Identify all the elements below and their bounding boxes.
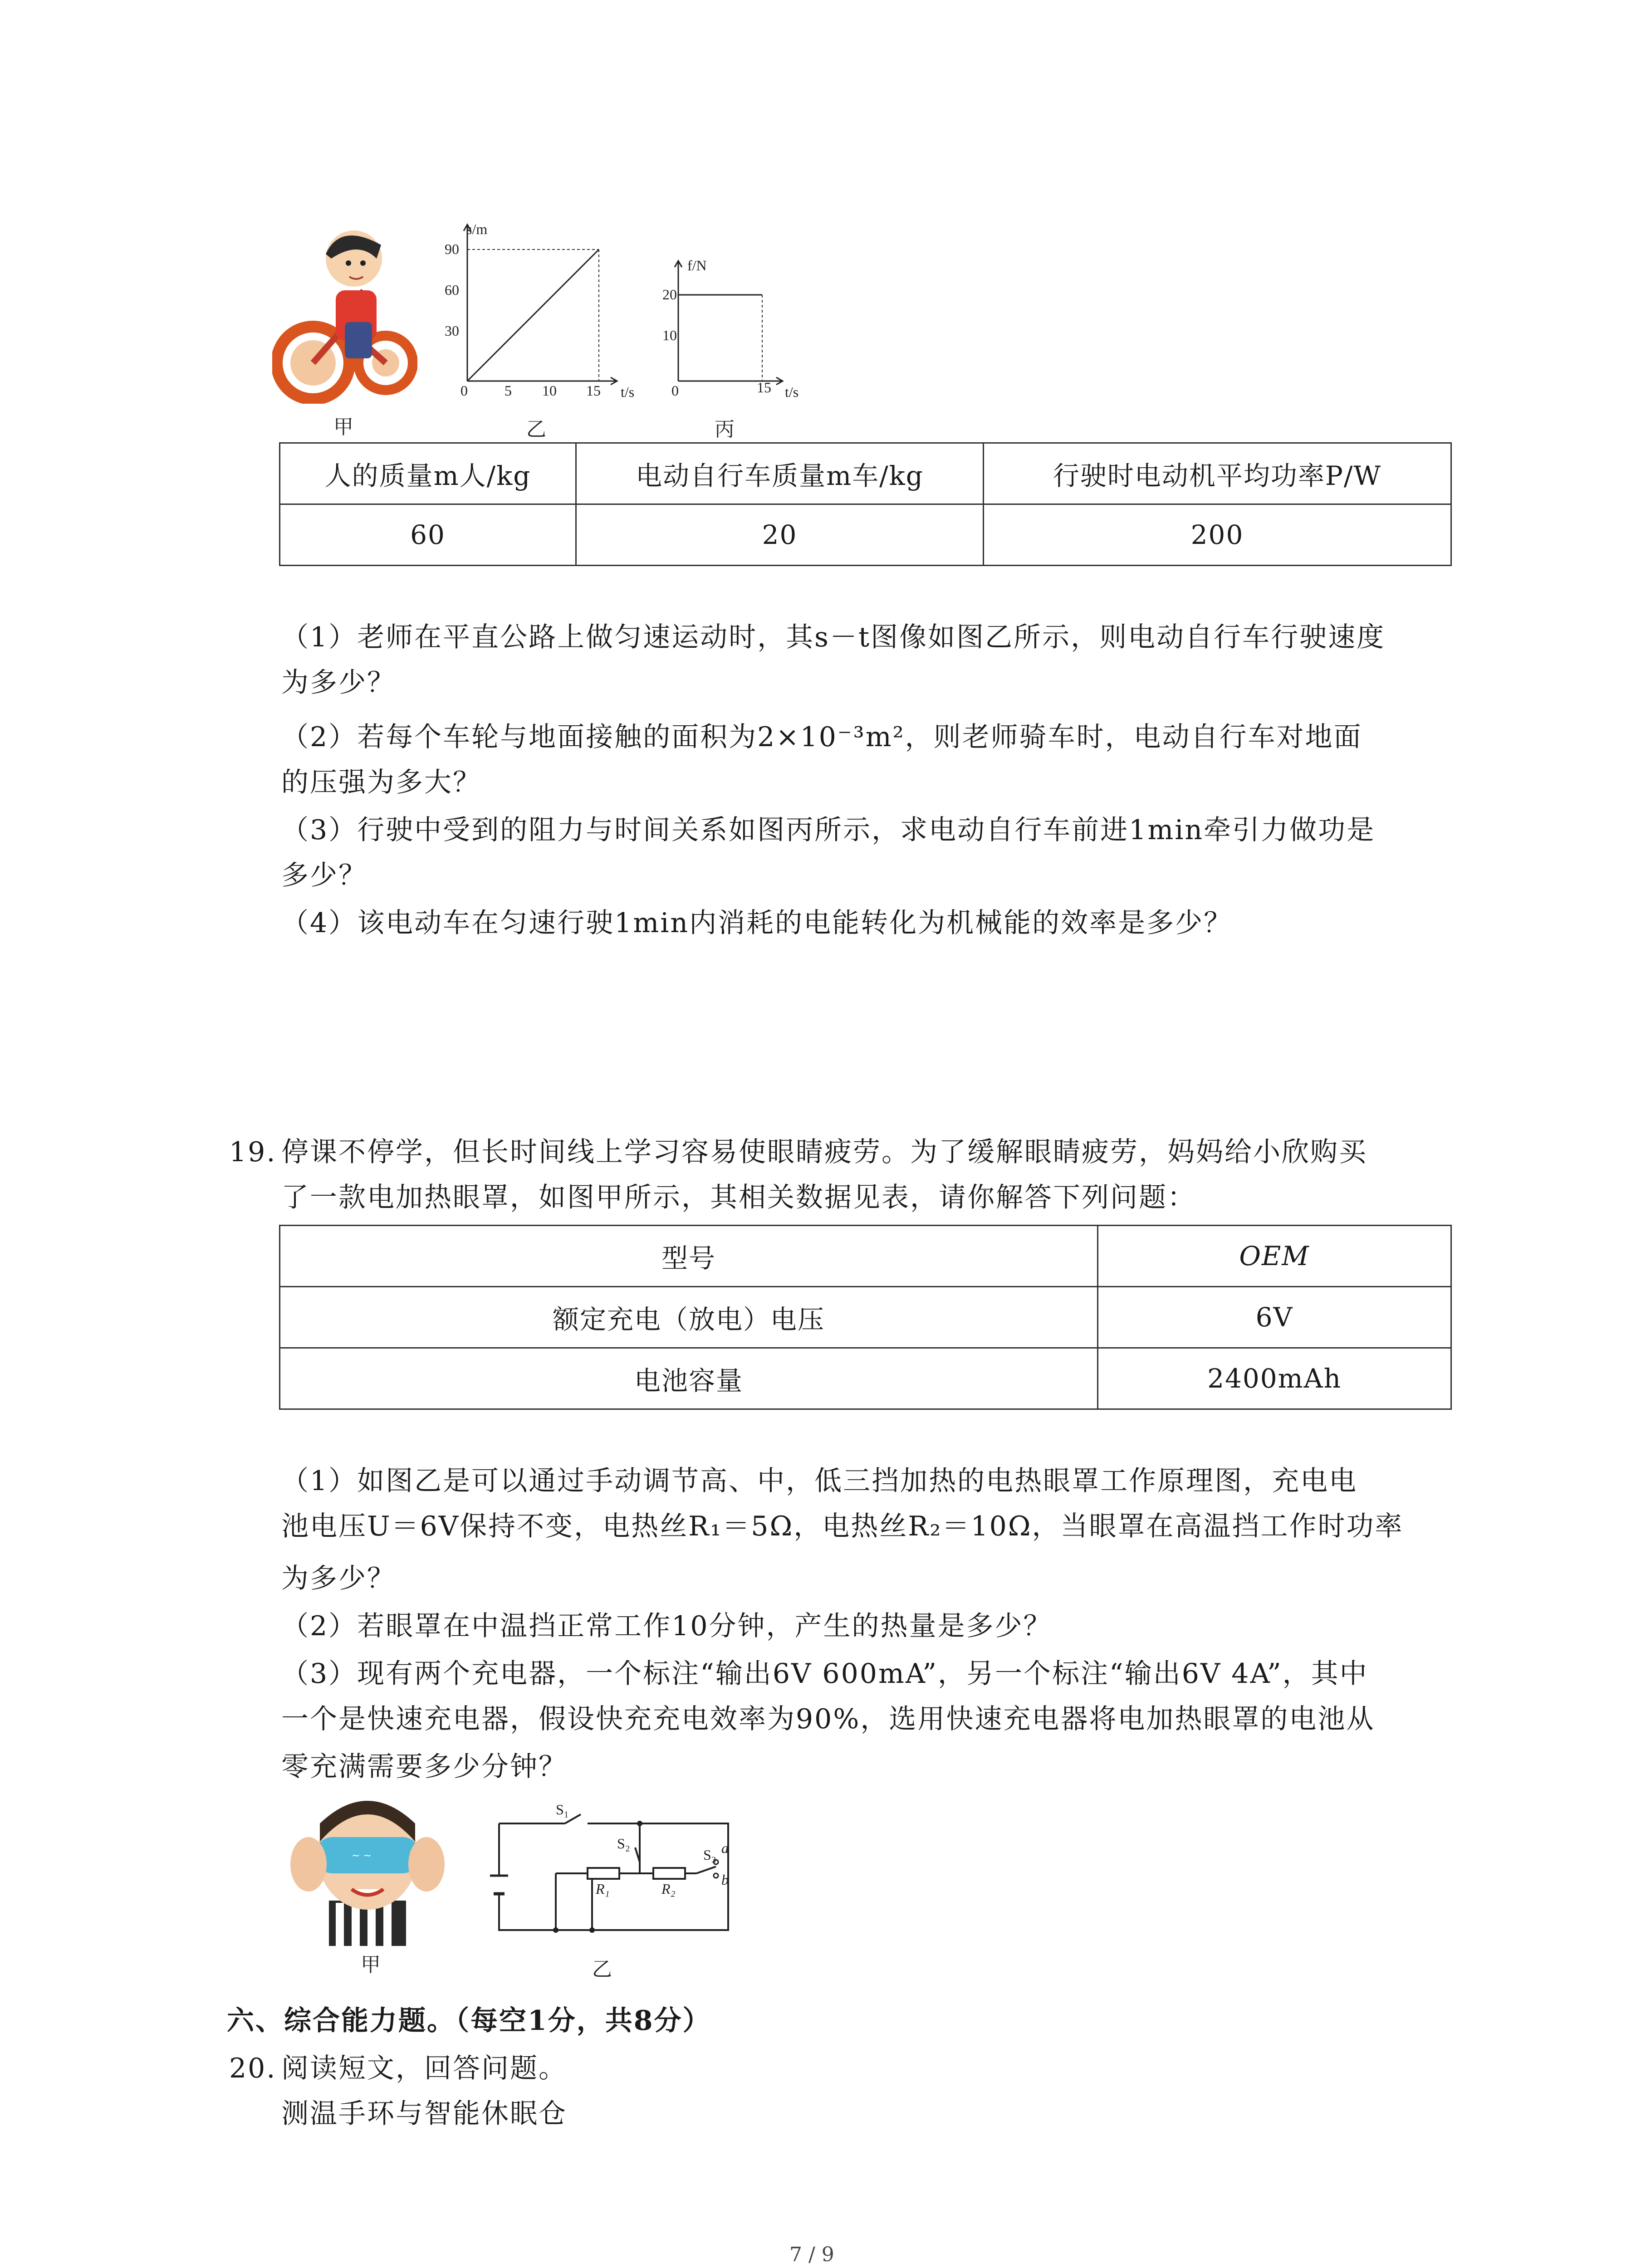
x-tick-15: 15	[757, 379, 771, 396]
y-axis-label: s/m	[466, 221, 488, 237]
table-cell: OEM	[1098, 1226, 1451, 1287]
table-cell: 额定充电（放电）电压	[280, 1287, 1098, 1348]
table-cell: 电动自行车质量m车/kg	[576, 443, 984, 504]
table-row	[280, 1226, 1451, 1287]
y-tick-10: 10	[662, 327, 677, 343]
q19-intro-line2: 了一款电加热眼罩，如图甲所示，其相关数据见表，请你解答下列问题：	[281, 1182, 1196, 1213]
terminal-a-label: a	[721, 1840, 729, 1856]
table-cell: 6V	[1098, 1287, 1451, 1348]
table-cell: 电池容量	[280, 1348, 1098, 1409]
page-number: 7 / 9	[789, 2243, 834, 2266]
y-tick-20: 20	[662, 286, 677, 303]
q19-number: 19.	[229, 1136, 277, 1168]
table-cell: 60	[280, 504, 576, 566]
table-header-row	[280, 443, 1451, 504]
section-6-heading: 六、综合能力题。（每空1分，共8分）	[227, 2005, 711, 2037]
q20-subtitle: 测温手环与智能休眠仓	[281, 2098, 567, 2130]
boy-on-bike-illustration	[272, 213, 417, 404]
q19-intro-line1: 停课不停学，但长时间线上学习容易使眼睛疲劳。为了缓解眼睛疲劳，妈妈给小欣购买	[281, 1136, 1367, 1168]
q19-part1-line2: 池电压U＝6V保持不变，电热丝R₁＝5Ω，电热丝R₂＝10Ω，当眼罩在高温挡工作时功率	[281, 1510, 1404, 1542]
eye-mask-spec-table	[279, 1225, 1452, 1410]
resistor-r2-label: R₂	[661, 1881, 676, 1897]
girl-eye-mask-photo	[284, 1792, 447, 1946]
svg-text:~ ~: ~ ~	[352, 1850, 372, 1862]
q19-part1-line3: 为多少？	[281, 1563, 396, 1594]
figure-caption-yi-bottom: 乙	[592, 1958, 612, 1981]
table-cell: 2400mAh	[1098, 1348, 1451, 1409]
y-tick-90: 90	[445, 241, 459, 257]
table-cell: 20	[576, 504, 984, 566]
q19-part2: （2）若眼罩在中温挡正常工作10分钟，产生的热量是多少？	[281, 1610, 1052, 1642]
table-row	[280, 1348, 1451, 1409]
switch-s3-label: S₃	[703, 1847, 716, 1863]
q18-part1-line2: 为多少？	[281, 667, 396, 699]
figure-caption-yi-top: 乙	[526, 418, 546, 441]
x-tick-0: 0	[460, 382, 468, 399]
series-line	[467, 249, 599, 381]
x-tick-15: 15	[586, 382, 601, 399]
q20-text: 阅读短文，回答问题。	[281, 2053, 567, 2084]
q19-part3-line1: （3）现有两个充电器，一个标注“输出6V 600mA”，另一个标注“输出6V 4A”，其中	[281, 1658, 1368, 1690]
table-row	[280, 1287, 1451, 1348]
f-t-graph	[653, 254, 821, 413]
q19-part3-line3: 零充满需要多少分钟？	[281, 1751, 567, 1783]
bike-data-table	[279, 442, 1452, 566]
q18-part2-line1: （2）若每个车轮与地面接触的面积为2×10⁻³m²，则老师骑车时，电动自行车对地面	[281, 721, 1362, 753]
q18-part3-line2: 多少？	[281, 860, 367, 891]
q18-part3-line1: （3）行驶中受到的阻力与时间关系如图丙所示，求电动自行车前进1min牵引力做功是	[281, 814, 1376, 846]
x-tick-0: 0	[671, 382, 679, 399]
q19-part1-line1: （1）如图乙是可以通过手动调节高、中，低三挡加热的电热眼罩工作原理图，充电电	[281, 1465, 1358, 1497]
x-tick-10: 10	[542, 382, 557, 399]
terminal-b-label: b	[721, 1872, 729, 1888]
x-axis-label: t/s	[621, 384, 635, 400]
table-cell: 200	[984, 504, 1451, 566]
table-cell: 型号	[280, 1226, 1098, 1287]
switch-s1-label: S₁	[556, 1801, 569, 1818]
figure-caption-jia-top: 甲	[333, 415, 353, 439]
switch-s2-label: S₂	[617, 1835, 630, 1852]
s-t-graph	[445, 218, 658, 413]
q20-number: 20.	[229, 2053, 277, 2084]
y-tick-30: 30	[445, 323, 459, 339]
resistor-r1-label: R₁	[596, 1881, 610, 1897]
x-tick-5: 5	[505, 382, 512, 399]
y-tick-60: 60	[445, 282, 459, 298]
eye-mask-circuit-diagram	[490, 1794, 744, 1948]
table-row	[280, 504, 1451, 566]
q19-part3-line2: 一个是快速充电器，假设快充充电效率为90%，选用快速充电器将电加热眼罩的电池从	[281, 1703, 1375, 1735]
q18-part4: （4）该电动车在匀速行驶1min内消耗的电能转化为机械能的效率是多少？	[281, 907, 1233, 939]
x-axis-label: t/s	[785, 384, 799, 400]
figure-caption-jia-bottom: 甲	[361, 1953, 381, 1976]
q18-part2-line2: 的压强为多大？	[281, 767, 481, 798]
table-cell: 行驶时电动机平均功率P/W	[984, 443, 1451, 504]
table-cell: 人的质量m人/kg	[280, 443, 576, 504]
q18-part1-line1: （1）老师在平直公路上做匀速运动时，其s－t图像如图乙所示，则电动自行车行驶速度	[281, 621, 1386, 653]
y-axis-label: f/N	[687, 257, 707, 274]
figure-caption-bing-top: 丙	[715, 418, 735, 441]
